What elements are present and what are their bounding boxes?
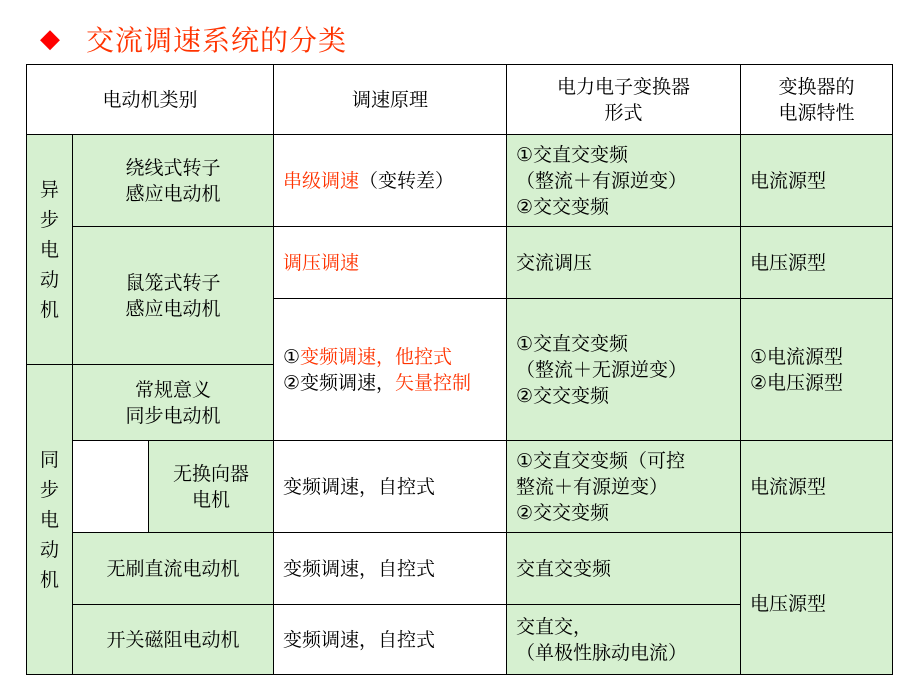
header-motor-type: 电动机类别: [27, 65, 274, 135]
title-text: 交流调速系统的分类: [86, 24, 348, 57]
diamond-bullet-icon: ◆: [40, 24, 60, 54]
power-wound: 电流源型: [741, 135, 893, 227]
principle-wound: 串级调速（变转差）: [274, 135, 507, 227]
motor-brushless-dc: 无刷直流电动机: [73, 533, 274, 605]
power-bottom: 电压源型: [741, 533, 893, 675]
principle-vf-control: ①变频调速，他控式 ②变频调速，矢量控制: [274, 299, 507, 441]
table-row: [27, 441, 893, 533]
motor-commutatorless: 无换向器 电机: [149, 441, 274, 533]
table-row: [27, 227, 893, 299]
principle-voltage-regulation: 调压调速: [274, 227, 507, 299]
converter-switched-reluctance: 交直交， （单极性脉动电流）: [507, 605, 741, 675]
power-commutatorless: 电流源型: [741, 441, 893, 533]
converter-commutatorless: ①交直交变频（可控 整流＋有源逆变） ②交交变频: [507, 441, 741, 533]
principle-brushless-dc: 变频调速，自控式: [274, 533, 507, 605]
motor-sync-regular: 常规意义 同步电动机: [73, 365, 274, 441]
principle-switched-reluctance: 变频调速，自控式: [274, 605, 507, 675]
table-row: [27, 533, 893, 605]
group-sync-motor: 同 步 电 动 机: [27, 365, 73, 675]
header-principle: 调速原理: [274, 65, 507, 135]
slide-title: [40, 14, 347, 64]
principle-commutatorless: 变频调速，自控式: [274, 441, 507, 533]
motor-squirrel-cage: 鼠笼式转子 感应电动机: [73, 227, 274, 365]
classification-table: [26, 64, 893, 675]
group-async-motor: 异 步 电 动 机: [27, 135, 73, 365]
converter-ac-voltage: 交流调压: [507, 227, 741, 299]
converter-brushless-dc: 交直交变频: [507, 533, 741, 605]
power-shared: ①电流源型 ②电压源型: [741, 299, 893, 441]
header-converter-form: 电力电子变换器 形式: [507, 65, 741, 135]
blank-cell: [73, 441, 149, 533]
header-row: [27, 65, 893, 135]
table-row: [27, 135, 893, 227]
converter-wound: ①交直交变频 （整流＋有源逆变） ②交交变频: [507, 135, 741, 227]
motor-wound-rotor: 绕线式转子 感应电动机: [73, 135, 274, 227]
power-voltage-source-a: 电压源型: [741, 227, 893, 299]
header-power-characteristic: 变换器的 电源特性: [741, 65, 893, 135]
converter-shared: ①交直交变频 （整流＋无源逆变） ②交交变频: [507, 299, 741, 441]
motor-switched-reluctance: 开关磁阻电动机: [73, 605, 274, 675]
